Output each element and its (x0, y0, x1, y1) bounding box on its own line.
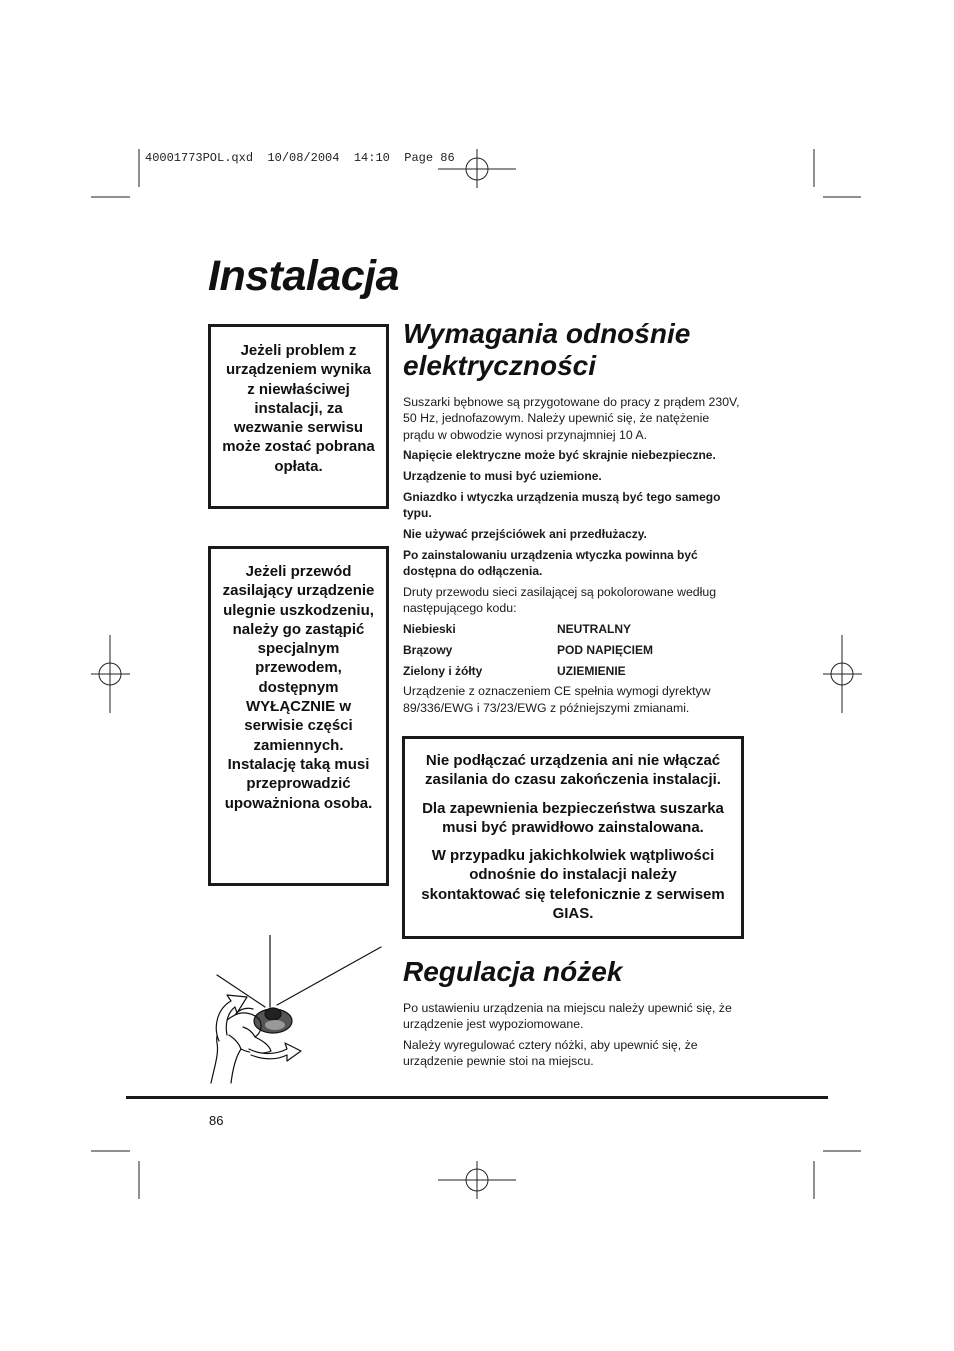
wire-color: Zielony i żółty (403, 663, 483, 678)
feet-paragraph: Po ustawieniu urządzenia na miejscu należy upewnić się, że urządzenie jest wypoziomowane. (403, 1001, 732, 1032)
notice-box-power-cord: Jeżeli przewód zasilający urządzenie ulegnie uszkodzeniu, należy go zastąpić specjalnym przewodem, dostępnym WYŁĄCZNIE w serwisie części zamiennych. Instalację taką musi przeprowadzić upoważniona osoba. (208, 546, 389, 886)
wire-color-row (403, 663, 743, 679)
installation-warning-box (402, 736, 744, 939)
ce-note: Urządzenie z oznaczeniem CE spełnia wymogi dyrektyw 89/336/EWG i 73/23/EWG z późniejszymi zmianami. (403, 684, 711, 715)
electric-warning-line: Po zainstalowaniu urządzenia wtyczka powinna być dostępna do odłączenia. (403, 547, 698, 579)
electric-warning-line: Napięcie elektryczne może być skrajnie niebezpieczne. (403, 448, 716, 463)
electric-warning-line: Nie używać przejściówek ani przedłużaczy. (403, 527, 647, 542)
section-heading-electric: Wymagania odnośnie elektryczności (403, 318, 691, 381)
warning-line: Dla zapewnienia bezpieczeństwa suszarka musi być prawidłowo zainstalowana. (422, 799, 724, 836)
page-title: Instalacja (208, 252, 399, 300)
wire-meaning: UZIEMIENIE (557, 663, 626, 678)
feet-paragraph: Należy wyregulować cztery nóżki, aby upewnić się, że urządzenie pewnie stoi na miejscu. (403, 1038, 698, 1069)
wire-color-table (403, 621, 743, 679)
warning-line: Nie podłączać urządzenia ani nie włączać zasilania do czasu zakończenia instalacji. (425, 752, 721, 789)
wire-meaning: POD NAPIĘCIEM (557, 642, 654, 657)
wire-color-row (403, 621, 743, 637)
wire-color: Niebieski (403, 622, 456, 637)
electric-intro: Suszarki bębnowe są przygotowane do pracy z prądem 230V, 50 Hz, jednofazowym. Należy upewnić się, że natężenie prądu w obwodzie wynosi przynajmniej 10 A. (403, 395, 740, 442)
feet-adjustment-text (403, 1000, 743, 1074)
file-slug-line: 40001773POL.qxd 10/08/2004 14:10 Page 86 (145, 151, 455, 165)
footer-rule (126, 1096, 828, 1099)
warning-line: W przypadku jakichkolwiek wątpliwości odnośnie do instalacji należy skontaktować się telefonicznie z serwisem GIAS. (421, 847, 725, 923)
wire-color: Brązowy (403, 642, 453, 657)
section-heading-feet: Regulacja nóżek (403, 956, 623, 987)
electric-warning-line: Gniazdko i wtyczka urządzenia muszą być tego samego typu. (403, 489, 721, 521)
wire-color-row (403, 642, 743, 658)
notice-box-service-fee: Jeżeli problem z urządzeniem wynika z niewłaściwej instalacji, za wezwanie serwisu może zostać pobrana opłata. (208, 324, 389, 509)
electric-warning-line: Urządzenie to musi być uziemione. (403, 469, 602, 484)
electric-requirements-text (403, 394, 743, 721)
wire-meaning: NEUTRALNY (557, 622, 631, 637)
wires-intro: Druty przewodu sieci zasilającej są pokolorowane według następującego kodu: (403, 584, 717, 616)
hand-adjusting-foot-icon (205, 935, 385, 1087)
page-number: 86 (209, 1113, 224, 1128)
